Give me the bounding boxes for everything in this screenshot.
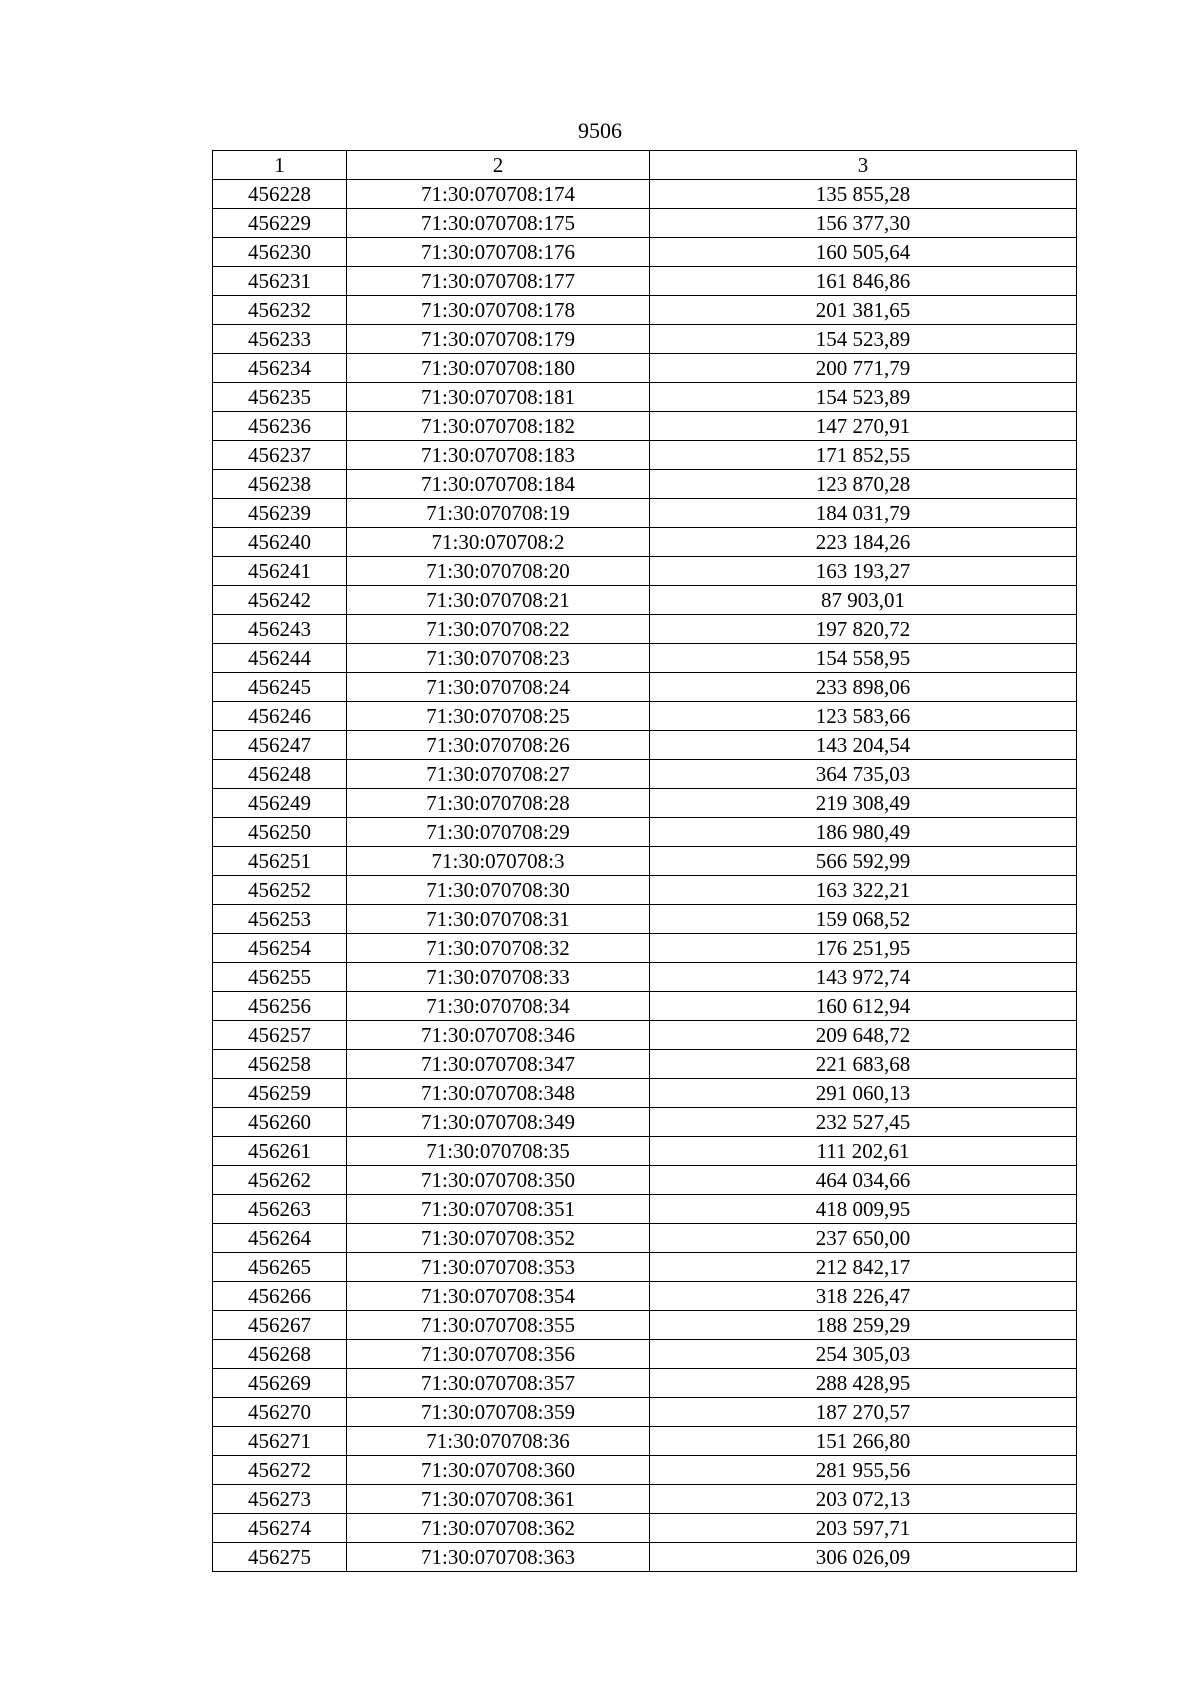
- table-row: [213, 383, 1077, 412]
- cadastral-value-cell: 151 266,80: [650, 1427, 1077, 1456]
- table-row: [213, 847, 1077, 876]
- cadastral-value-cell: 233 898,06: [650, 673, 1077, 702]
- cadastral-value-cell: 161 846,86: [650, 267, 1077, 296]
- table-row: [213, 1485, 1077, 1514]
- row-number-cell: 456234: [213, 354, 347, 383]
- table-row: [213, 557, 1077, 586]
- cadastral-value-cell: 203 072,13: [650, 1485, 1077, 1514]
- row-number-cell: 456262: [213, 1166, 347, 1195]
- table-row: [213, 441, 1077, 470]
- cadastral-number-cell: 71:30:070708:353: [347, 1253, 650, 1282]
- row-number-cell: 456228: [213, 180, 347, 209]
- table-row: [213, 354, 1077, 383]
- row-number-cell: 456244: [213, 644, 347, 673]
- page-number: 9506: [578, 118, 622, 143]
- row-number-cell: 456256: [213, 992, 347, 1021]
- row-number-cell: 456242: [213, 586, 347, 615]
- row-number-cell: 456249: [213, 789, 347, 818]
- column-header-1: 1: [213, 151, 347, 180]
- cadastral-value-cell: 143 204,54: [650, 731, 1077, 760]
- table-row: [213, 934, 1077, 963]
- column-header-3: 3: [650, 151, 1077, 180]
- row-number-cell: 456268: [213, 1340, 347, 1369]
- cadastral-number-cell: 71:30:070708:348: [347, 1079, 650, 1108]
- table-row: [213, 789, 1077, 818]
- table-row: [213, 1021, 1077, 1050]
- cadastral-number-cell: 71:30:070708:351: [347, 1195, 650, 1224]
- row-number-cell: 456232: [213, 296, 347, 325]
- cadastral-number-cell: 71:30:070708:182: [347, 412, 650, 441]
- cadastral-value-cell: 566 592,99: [650, 847, 1077, 876]
- cadastral-number-cell: 71:30:070708:346: [347, 1021, 650, 1050]
- cadastral-value-cell: 212 842,17: [650, 1253, 1077, 1282]
- cadastral-value-table: [212, 150, 1077, 1572]
- cadastral-number-cell: 71:30:070708:2: [347, 528, 650, 557]
- table-row: [213, 1282, 1077, 1311]
- cadastral-number-cell: 71:30:070708:361: [347, 1485, 650, 1514]
- row-number-cell: 456248: [213, 760, 347, 789]
- cadastral-value-cell: 219 308,49: [650, 789, 1077, 818]
- cadastral-number-cell: 71:30:070708:23: [347, 644, 650, 673]
- table-row: [213, 267, 1077, 296]
- table-row: [213, 296, 1077, 325]
- cadastral-value-cell: 154 558,95: [650, 644, 1077, 673]
- cadastral-value-cell: 188 259,29: [650, 1311, 1077, 1340]
- cadastral-value-cell: 111 202,61: [650, 1137, 1077, 1166]
- cadastral-value-cell: 135 855,28: [650, 180, 1077, 209]
- row-number-cell: 456263: [213, 1195, 347, 1224]
- row-number-cell: 456231: [213, 267, 347, 296]
- cadastral-value-cell: 197 820,72: [650, 615, 1077, 644]
- cadastral-value-cell: 163 193,27: [650, 557, 1077, 586]
- table-row: [213, 992, 1077, 1021]
- cadastral-value-cell: 123 583,66: [650, 702, 1077, 731]
- table-row: [213, 1514, 1077, 1543]
- table-row: [213, 470, 1077, 499]
- cadastral-value-cell: 163 322,21: [650, 876, 1077, 905]
- cadastral-number-cell: 71:30:070708:24: [347, 673, 650, 702]
- cadastral-number-cell: 71:30:070708:178: [347, 296, 650, 325]
- cadastral-number-cell: 71:30:070708:3: [347, 847, 650, 876]
- cadastral-number-cell: 71:30:070708:35: [347, 1137, 650, 1166]
- cadastral-value-cell: 87 903,01: [650, 586, 1077, 615]
- table-row: [213, 1340, 1077, 1369]
- cadastral-value-cell: 254 305,03: [650, 1340, 1077, 1369]
- cadastral-number-cell: 71:30:070708:181: [347, 383, 650, 412]
- cadastral-number-cell: 71:30:070708:30: [347, 876, 650, 905]
- row-number-cell: 456264: [213, 1224, 347, 1253]
- table-row: [213, 209, 1077, 238]
- row-number-cell: 456275: [213, 1543, 347, 1572]
- cadastral-number-cell: 71:30:070708:33: [347, 963, 650, 992]
- row-number-cell: 456240: [213, 528, 347, 557]
- table-row: [213, 818, 1077, 847]
- table-row: [213, 1108, 1077, 1137]
- row-number-cell: 456271: [213, 1427, 347, 1456]
- cadastral-value-cell: 223 184,26: [650, 528, 1077, 557]
- cadastral-number-cell: 71:30:070708:174: [347, 180, 650, 209]
- cadastral-number-cell: 71:30:070708:20: [347, 557, 650, 586]
- cadastral-value-cell: 160 612,94: [650, 992, 1077, 1021]
- cadastral-number-cell: 71:30:070708:31: [347, 905, 650, 934]
- cadastral-value-cell: 318 226,47: [650, 1282, 1077, 1311]
- table-body: [213, 180, 1077, 1572]
- row-number-cell: 456255: [213, 963, 347, 992]
- cadastral-number-cell: 71:30:070708:354: [347, 1282, 650, 1311]
- row-number-cell: 456252: [213, 876, 347, 905]
- cadastral-value-cell: 232 527,45: [650, 1108, 1077, 1137]
- cadastral-number-cell: 71:30:070708:359: [347, 1398, 650, 1427]
- cadastral-number-cell: 71:30:070708:357: [347, 1369, 650, 1398]
- row-number-cell: 456260: [213, 1108, 347, 1137]
- table-row: [213, 1079, 1077, 1108]
- row-number-cell: 456257: [213, 1021, 347, 1050]
- cadastral-number-cell: 71:30:070708:350: [347, 1166, 650, 1195]
- row-number-cell: 456238: [213, 470, 347, 499]
- cadastral-number-cell: 71:30:070708:29: [347, 818, 650, 847]
- cadastral-number-cell: 71:30:070708:362: [347, 1514, 650, 1543]
- table-row: [213, 528, 1077, 557]
- table-row: [213, 1427, 1077, 1456]
- cadastral-number-cell: 71:30:070708:180: [347, 354, 650, 383]
- cadastral-value-cell: 306 026,09: [650, 1543, 1077, 1572]
- table-row: [213, 702, 1077, 731]
- table-row: [213, 1137, 1077, 1166]
- row-number-cell: 456272: [213, 1456, 347, 1485]
- table-row: [213, 760, 1077, 789]
- cadastral-value-cell: 237 650,00: [650, 1224, 1077, 1253]
- cadastral-value-cell: 281 955,56: [650, 1456, 1077, 1485]
- table-row: [213, 586, 1077, 615]
- cadastral-number-cell: 71:30:070708:22: [347, 615, 650, 644]
- cadastral-value-cell: 154 523,89: [650, 325, 1077, 354]
- cadastral-number-cell: 71:30:070708:25: [347, 702, 650, 731]
- cadastral-number-cell: 71:30:070708:183: [347, 441, 650, 470]
- cadastral-number-cell: 71:30:070708:26: [347, 731, 650, 760]
- cadastral-number-cell: 71:30:070708:347: [347, 1050, 650, 1079]
- cadastral-number-cell: 71:30:070708:179: [347, 325, 650, 354]
- table-row: [213, 615, 1077, 644]
- cadastral-number-cell: 71:30:070708:27: [347, 760, 650, 789]
- table-row: [213, 1398, 1077, 1427]
- row-number-cell: 456266: [213, 1282, 347, 1311]
- row-number-cell: 456251: [213, 847, 347, 876]
- row-number-cell: 456265: [213, 1253, 347, 1282]
- table-row: [213, 325, 1077, 354]
- cadastral-value-cell: 288 428,95: [650, 1369, 1077, 1398]
- cadastral-value-cell: 184 031,79: [650, 499, 1077, 528]
- row-number-cell: 456253: [213, 905, 347, 934]
- table-row: [213, 180, 1077, 209]
- cadastral-value-cell: 364 735,03: [650, 760, 1077, 789]
- cadastral-number-cell: 71:30:070708:184: [347, 470, 650, 499]
- table-row: [213, 731, 1077, 760]
- cadastral-value-cell: 203 597,71: [650, 1514, 1077, 1543]
- cadastral-value-cell: 159 068,52: [650, 905, 1077, 934]
- row-number-cell: 456245: [213, 673, 347, 702]
- row-number-cell: 456241: [213, 557, 347, 586]
- table-row: [213, 1456, 1077, 1485]
- row-number-cell: 456273: [213, 1485, 347, 1514]
- row-number-cell: 456235: [213, 383, 347, 412]
- table-row: [213, 905, 1077, 934]
- cadastral-value-cell: 143 972,74: [650, 963, 1077, 992]
- row-number-cell: 456246: [213, 702, 347, 731]
- cadastral-number-cell: 71:30:070708:19: [347, 499, 650, 528]
- cadastral-number-cell: 71:30:070708:355: [347, 1311, 650, 1340]
- cadastral-number-cell: 71:30:070708:32: [347, 934, 650, 963]
- row-number-cell: 456250: [213, 818, 347, 847]
- row-number-cell: 456261: [213, 1137, 347, 1166]
- row-number-cell: 456233: [213, 325, 347, 354]
- table-row: [213, 1543, 1077, 1572]
- cadastral-value-cell: 176 251,95: [650, 934, 1077, 963]
- cadastral-value-cell: 221 683,68: [650, 1050, 1077, 1079]
- cadastral-value-cell: 123 870,28: [650, 470, 1077, 499]
- row-number-cell: 456229: [213, 209, 347, 238]
- table-row: [213, 1166, 1077, 1195]
- cadastral-value-cell: 200 771,79: [650, 354, 1077, 383]
- row-number-cell: 456259: [213, 1079, 347, 1108]
- cadastral-value-cell: 156 377,30: [650, 209, 1077, 238]
- row-number-cell: 456270: [213, 1398, 347, 1427]
- row-number-cell: 456269: [213, 1369, 347, 1398]
- cadastral-number-cell: 71:30:070708:36: [347, 1427, 650, 1456]
- table-row: [213, 1311, 1077, 1340]
- table-row: [213, 1253, 1077, 1282]
- row-number-cell: 456247: [213, 731, 347, 760]
- table-row: [213, 876, 1077, 905]
- cadastral-value-cell: 160 505,64: [650, 238, 1077, 267]
- cadastral-value-cell: 209 648,72: [650, 1021, 1077, 1050]
- row-number-cell: 456230: [213, 238, 347, 267]
- row-number-cell: 456267: [213, 1311, 347, 1340]
- cadastral-number-cell: 71:30:070708:28: [347, 789, 650, 818]
- cadastral-value-cell: 171 852,55: [650, 441, 1077, 470]
- table-row: [213, 1050, 1077, 1079]
- row-number-cell: 456243: [213, 615, 347, 644]
- row-number-cell: 456236: [213, 412, 347, 441]
- cadastral-number-cell: 71:30:070708:176: [347, 238, 650, 267]
- row-number-cell: 456258: [213, 1050, 347, 1079]
- cadastral-value-cell: 201 381,65: [650, 296, 1077, 325]
- cadastral-number-cell: 71:30:070708:352: [347, 1224, 650, 1253]
- cadastral-number-cell: 71:30:070708:34: [347, 992, 650, 1021]
- table-row: [213, 1195, 1077, 1224]
- table-row: [213, 412, 1077, 441]
- cadastral-value-cell: 464 034,66: [650, 1166, 1077, 1195]
- cadastral-number-cell: 71:30:070708:21: [347, 586, 650, 615]
- header-row: [213, 151, 1077, 180]
- table-row: [213, 1369, 1077, 1398]
- table-header: [213, 151, 1077, 180]
- column-header-2: 2: [347, 151, 650, 180]
- cadastral-value-cell: 418 009,95: [650, 1195, 1077, 1224]
- cadastral-number-cell: 71:30:070708:175: [347, 209, 650, 238]
- cadastral-number-cell: 71:30:070708:363: [347, 1543, 650, 1572]
- row-number-cell: 456254: [213, 934, 347, 963]
- table-row: [213, 673, 1077, 702]
- row-number-cell: 456239: [213, 499, 347, 528]
- cadastral-number-cell: 71:30:070708:349: [347, 1108, 650, 1137]
- cadastral-number-cell: 71:30:070708:360: [347, 1456, 650, 1485]
- table-row: [213, 1224, 1077, 1253]
- cadastral-value-cell: 154 523,89: [650, 383, 1077, 412]
- table-row: [213, 644, 1077, 673]
- cadastral-number-cell: 71:30:070708:177: [347, 267, 650, 296]
- table-row: [213, 499, 1077, 528]
- cadastral-value-cell: 147 270,91: [650, 412, 1077, 441]
- cadastral-number-cell: 71:30:070708:356: [347, 1340, 650, 1369]
- table-row: [213, 963, 1077, 992]
- cadastral-value-cell: 291 060,13: [650, 1079, 1077, 1108]
- row-number-cell: 456274: [213, 1514, 347, 1543]
- cadastral-value-cell: 186 980,49: [650, 818, 1077, 847]
- cadastral-value-cell: 187 270,57: [650, 1398, 1077, 1427]
- row-number-cell: 456237: [213, 441, 347, 470]
- table-row: [213, 238, 1077, 267]
